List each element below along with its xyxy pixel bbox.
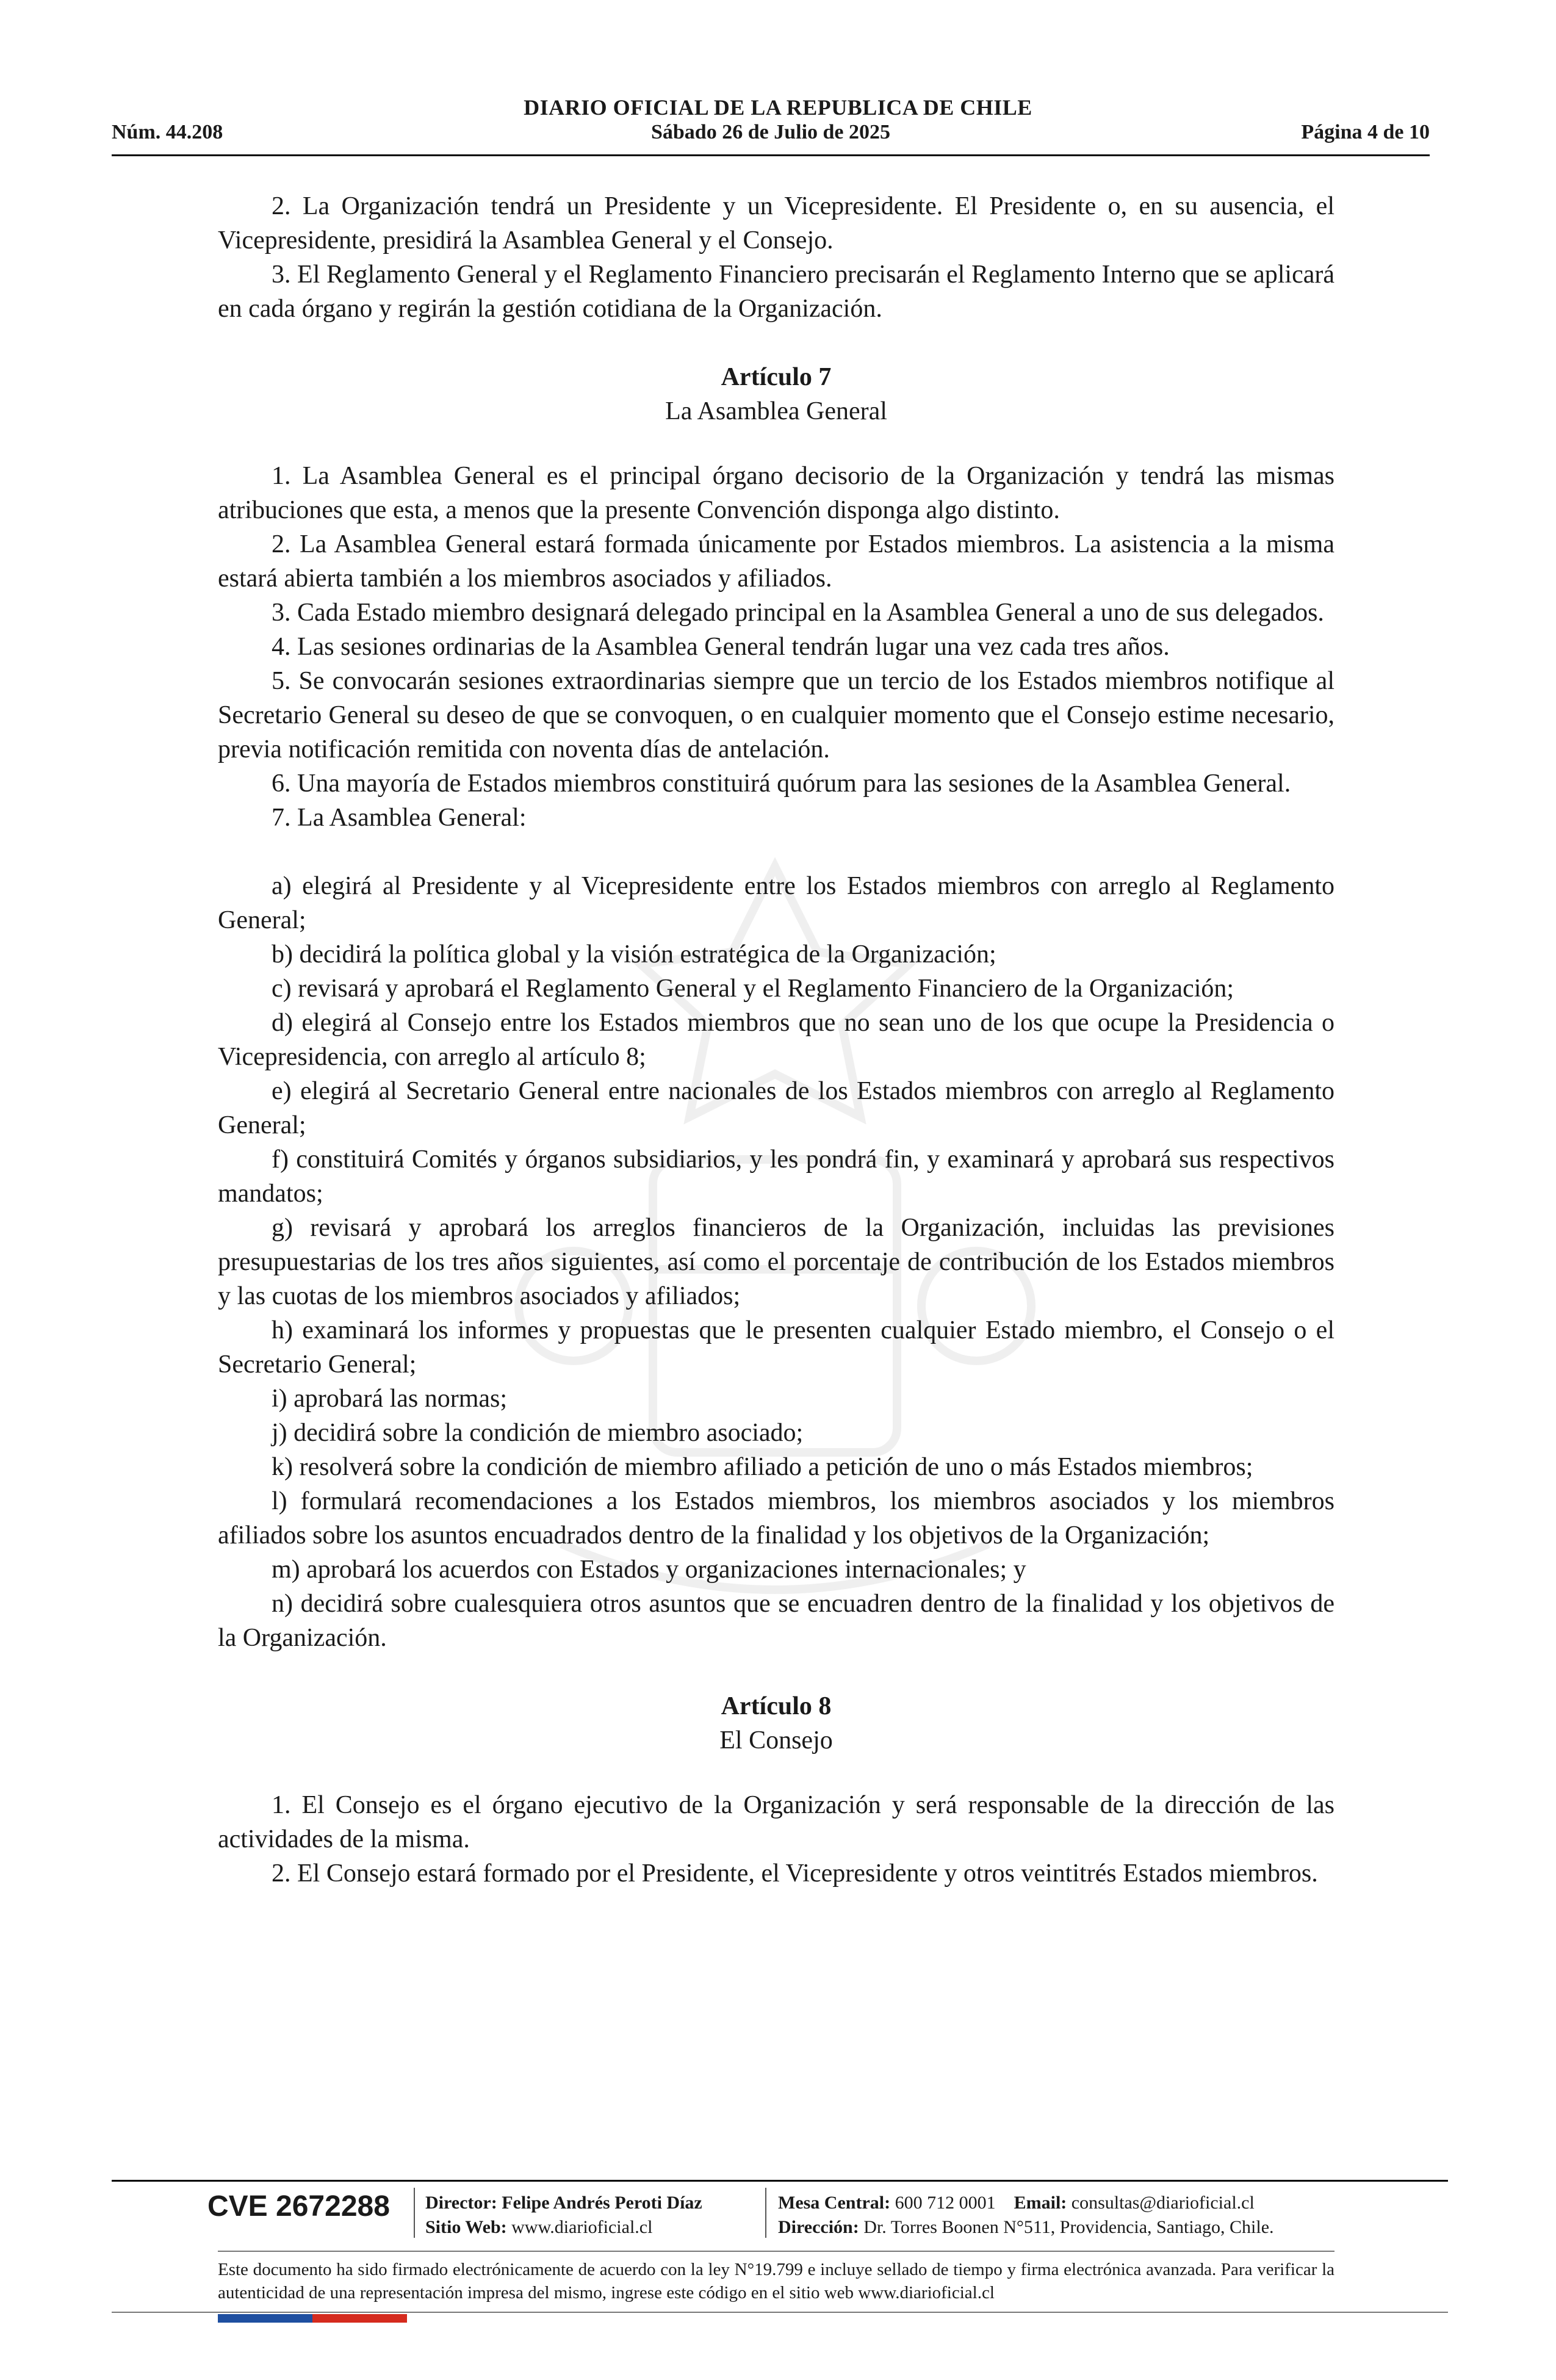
article-8-heading	[218, 1689, 1334, 1758]
issue-number: Núm. 44.208	[112, 121, 223, 143]
phone-value: 600 712 0001	[895, 2193, 996, 2213]
header-divider	[112, 154, 1430, 156]
list-item: c) revisará y aprobará el Reglamento General y el Reglamento Financiero de la Organización;	[272, 975, 1234, 1003]
paragraph: 3. Cada Estado miembro designará delegado principal en la Asamblea General a uno de sus delegados.	[272, 599, 1324, 627]
list-item: k) resolverá sobre la condición de miembro afiliado a petición de uno o más Estados miembros;	[272, 1453, 1253, 1481]
publication-title: DIARIO OFICIAL DE LA REPUBLICA DE CHILE	[524, 95, 1032, 120]
paragraph: 1. El Consejo es el órgano ejecutivo de la Organización y será responsable de la dirección de las actividades de la misma.	[218, 1791, 1334, 1853]
paragraph: 4. Las sesiones ordinarias de la Asamblea General tendrán lugar una vez cada tres años.	[272, 633, 1170, 661]
footer-divider	[218, 2251, 1334, 2252]
list-item: h) examinará los informes y propuestas que le presenten cualquier Estado miembro, el Consejo o el Secretario General;	[218, 1316, 1334, 1379]
flag-blue-segment	[218, 2314, 312, 2323]
email-label: Email:	[1014, 2193, 1067, 2213]
document-body	[218, 189, 1334, 1891]
article-title: Artículo 8	[721, 1692, 832, 1720]
list-item: n) decidirá sobre cualesquiera otros asuntos que se encuadren dentro de la finalidad y los objetivos de la Organización.	[218, 1590, 1334, 1652]
footer-separator	[414, 2188, 415, 2238]
footer-divider	[112, 2312, 1448, 2313]
page-indicator: Página 4 de 10	[1301, 121, 1430, 143]
list-item: g) revisará y aprobará los arreglos financieros de la Organización, incluidas las previsiones presupuestarias de los tres años siguientes, así como el porcentaje de contribución de los Estados miembros y las cuotas de los miembros asociados y afiliados;	[218, 1214, 1334, 1310]
list-item: a) elegirá al Presidente y al Vicepresidente entre los Estados miembros con arreglo al Reglamento General;	[218, 872, 1334, 934]
address-value: Dr. Torres Boonen N°511, Providencia, Santiago, Chile.	[863, 2217, 1274, 2237]
flag-stripe	[218, 2314, 407, 2323]
legal-notice: Este documento ha sido firmado electrónicamente de acuerdo con la ley N°19.799 e incluye sellado de tiempo y firma electrónica avanzada. Para verificar la autenticidad de una representación impresa del mismo, ingrese este código en el sitio web www.diarioficial.cl	[218, 2260, 1334, 2302]
flag-red-segment	[312, 2314, 407, 2323]
list-item: l) formulará recomendaciones a los Estados miembros, los miembros asociados y los miembros afiliados sobre los asuntos encuadrados dentro de la finalidad y los objetivos de la Organización;	[218, 1487, 1334, 1549]
list-item: j) decidirá sobre la condición de miembro asociado;	[272, 1419, 804, 1447]
website-link[interactable]: www.diarioficial.cl	[511, 2217, 653, 2237]
paragraph: 7. La Asamblea General:	[272, 804, 527, 832]
website-label: Sitio Web:	[425, 2217, 507, 2237]
list-item: i) aprobará las normas;	[272, 1385, 508, 1413]
issue-date: Sábado 26 de Julio de 2025	[650, 121, 891, 143]
address-label: Dirección:	[778, 2217, 859, 2237]
email-link[interactable]: consultas@diarioficial.cl	[1071, 2193, 1255, 2213]
list-item: f) constituirá Comités y órganos subsidiarios, y les pondrá fin, y examinará y aprobará sus respectivos mandatos;	[218, 1145, 1334, 1208]
paragraph: 5. Se convocarán sesiones extraordinarias siempre que un tercio de los Estados miembros notifique al Secretario General su deseo de que se convoquen, o en cualquier momento que el Consejo estime necesario, previa notificación remitida con noventa días de antelación.	[218, 667, 1334, 763]
paragraph: 2. El Consejo estará formado por el Presidente, el Vicepresidente y otros veintitrés Estados miembros.	[272, 1859, 1318, 1888]
list-item: d) elegirá al Consejo entre los Estados miembros que no sean uno de los que ocupe la Presidencia o Vicepresidencia, con arreglo al artículo 8;	[218, 1009, 1334, 1071]
footer-divider	[112, 2180, 1448, 2182]
list-item: b) decidirá la política global y la visión estratégica de la Organización;	[272, 940, 996, 968]
article-title: Artículo 7	[721, 363, 832, 391]
footer-director-block	[425, 2191, 702, 2240]
footer-contact-block	[778, 2191, 1274, 2240]
list-item: m) aprobará los acuerdos con Estados y organizaciones internacionales; y	[272, 1556, 1026, 1584]
article-subtitle: El Consejo	[719, 1726, 833, 1754]
phone-label: Mesa Central:	[778, 2193, 891, 2213]
list-item: e) elegirá al Secretario General entre nacionales de los Estados miembros con arreglo al Reglamento General;	[218, 1077, 1334, 1139]
paragraph: 2. La Asamblea General estará formada únicamente por Estados miembros. La asistencia a la misma estará abierta también a los miembros asociados y afiliados.	[218, 530, 1334, 593]
paragraph: 3. El Reglamento General y el Reglamento Financiero precisarán el Reglamento Interno que se aplicará en cada órgano y regirán la gestión cotidiana de la Organización.	[218, 261, 1334, 323]
director-label: Director: Felipe Andrés Peroti Díaz	[425, 2193, 702, 2213]
article-subtitle: La Asamblea General	[665, 397, 887, 425]
paragraph: 2. La Organización tendrá un Presidente y un Vicepresidente. El Presidente o, en su ausencia, el Vicepresidente, presidirá la Asamblea General y el Consejo.	[218, 192, 1334, 254]
paragraph: 1. La Asamblea General es el principal órgano decisorio de la Organización y tendrá las mismas atribuciones que esta, a menos que la presente Convención disponga algo distinto.	[218, 462, 1334, 524]
cve-code: CVE 2672288	[207, 2190, 390, 2223]
footer-separator	[765, 2188, 766, 2238]
paragraph: 6. Una mayoría de Estados miembros constituirá quórum para las sesiones de la Asamblea General.	[272, 770, 1291, 798]
article-7-heading	[218, 360, 1334, 428]
